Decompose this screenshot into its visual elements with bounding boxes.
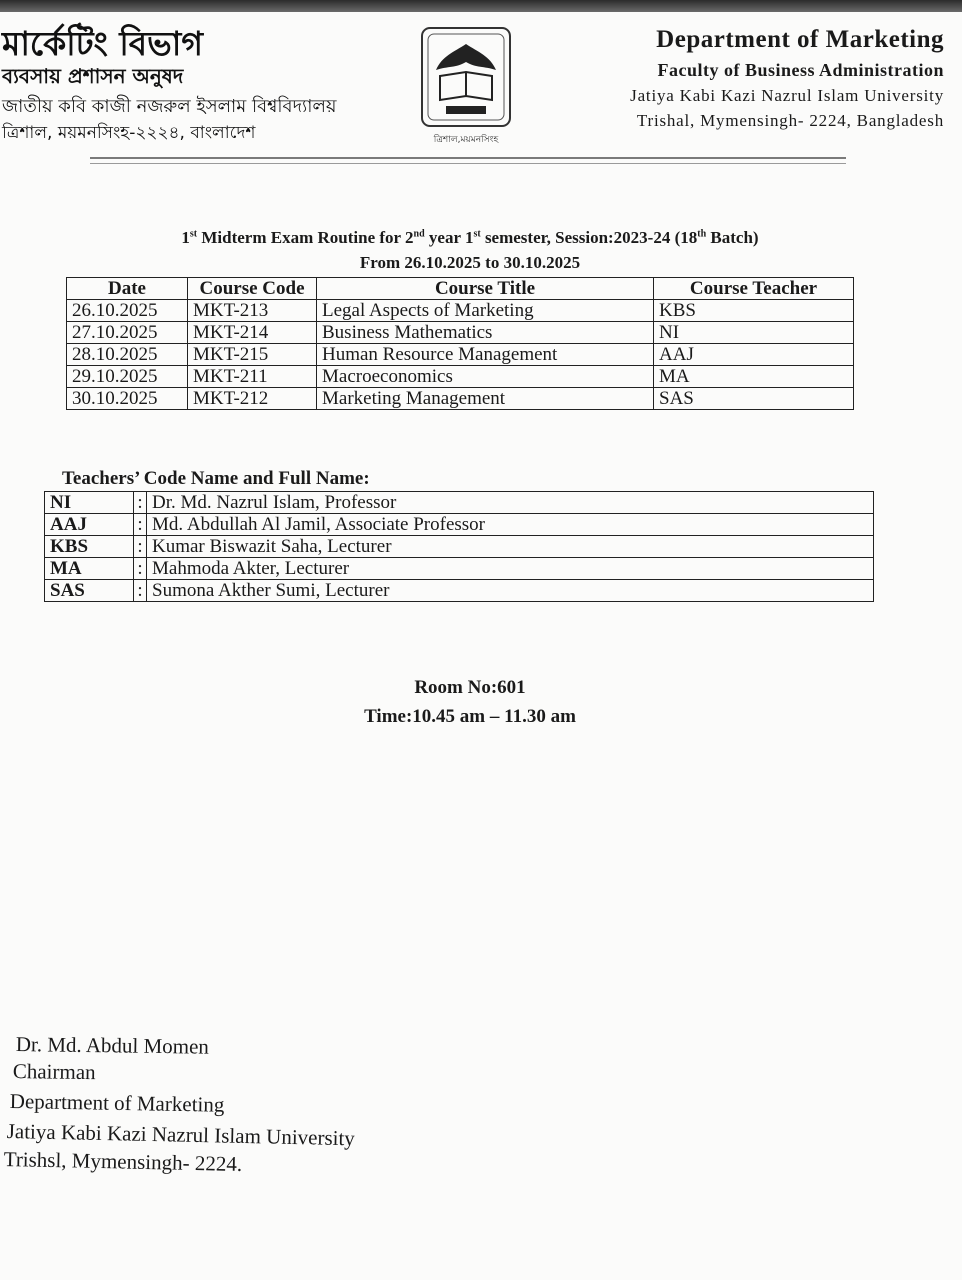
teachers-heading: Teachers’ Code Name and Full Name: (62, 468, 370, 489)
bn-faculty-name: ব্যবসায় প্রশাসন অনুষদ (2, 64, 184, 88)
separator: : (134, 580, 147, 602)
en-university-name: Jatiya Kabi Kazi Nazrul Islam University (630, 86, 944, 105)
course-teacher: KBS (654, 300, 854, 322)
column-header: Course Teacher (654, 278, 854, 300)
table-row (45, 514, 874, 536)
course-code: MKT-213 (188, 300, 317, 322)
separator: : (134, 558, 147, 580)
exam-routine-table (66, 277, 854, 410)
en-department-name: Department of Marketing (656, 26, 944, 53)
signatory-address: Trishsl, Mymensingh- 2224. (3, 1147, 243, 1176)
teacher-code: NI (45, 492, 134, 514)
course-code: MKT-215 (188, 344, 317, 366)
scan-top-shadow (0, 0, 962, 12)
teacher-code: MA (45, 558, 134, 580)
table-row (45, 536, 874, 558)
course-title: Business Mathematics (317, 322, 654, 344)
routine-title: 1st Midterm Exam Routine for 2nd year 1st semester, Session:2023-24 (18th Batch) (181, 228, 759, 247)
course-title: Human Resource Management (317, 344, 654, 366)
column-header: Course Title (317, 278, 654, 300)
course-title: Marketing Management (317, 388, 654, 410)
signatory-name: Dr. Md. Abdul Momen (15, 1032, 210, 1059)
course-code: MKT-211 (188, 366, 317, 388)
exam-time: Time:10.45 am – 11.30 am (364, 706, 576, 727)
signatory-university: Jatiya Kabi Kazi Nazrul Islam University (6, 1119, 356, 1151)
teacher-full-name: Mahmoda Akter, Lecturer (147, 558, 874, 580)
exam-date: 30.10.2025 (67, 388, 188, 410)
teacher-full-name: Sumona Akther Sumi, Lecturer (147, 580, 874, 602)
separator: : (134, 536, 147, 558)
teachers-table (44, 491, 874, 602)
course-teacher: AAJ (654, 344, 854, 366)
signatory-department: Department of Marketing (9, 1089, 225, 1117)
column-header: Date (67, 278, 188, 300)
signatory-designation: Chairman (12, 1059, 96, 1085)
routine-date-range: From 26.10.2025 to 30.10.2025 (359, 253, 581, 272)
course-teacher: MA (654, 366, 854, 388)
bn-address: ত্রিশাল, ময়মনসিংহ-২২২৪, বাংলাদেশ (2, 123, 256, 143)
exam-date: 29.10.2025 (67, 366, 188, 388)
seal-emblem-icon (404, 22, 528, 134)
en-address: Trishal, Mymensingh- 2224, Bangladesh (636, 111, 944, 130)
bn-university-name: জাতীয় কবি কাজী নজরুল ইসলাম বিশ্ববিদ্যালয় (2, 96, 337, 117)
separator: : (134, 492, 147, 514)
room-number: Room No:601 (414, 677, 526, 698)
teacher-full-name: Md. Abdullah Al Jamil, Associate Professor (147, 514, 874, 536)
course-code: MKT-212 (188, 388, 317, 410)
table-row (67, 322, 854, 344)
bn-department-name: মার্কেটিং বিভাগ (2, 24, 203, 63)
course-title: Legal Aspects of Marketing (317, 300, 654, 322)
table-row (67, 366, 854, 388)
course-teacher: NI (654, 322, 854, 344)
table-row (45, 580, 874, 602)
teacher-code: SAS (45, 580, 134, 602)
column-header: Course Code (188, 278, 317, 300)
table-row (67, 344, 854, 366)
university-seal (404, 22, 528, 148)
exam-date: 28.10.2025 (67, 344, 188, 366)
table-row (67, 388, 854, 410)
teacher-full-name: Kumar Biswazit Saha, Lecturer (147, 536, 874, 558)
table-header-row (67, 278, 854, 300)
separator: : (134, 514, 147, 536)
table-row (67, 300, 854, 322)
en-faculty-name: Faculty of Business Administration (657, 60, 944, 80)
seal-caption: ত্রিশাল,ময়মনসিংহ (433, 135, 499, 145)
exam-date: 27.10.2025 (67, 322, 188, 344)
table-row (45, 492, 874, 514)
course-title: Macroeconomics (317, 366, 654, 388)
header-divider-thin (90, 163, 846, 164)
teacher-code: KBS (45, 536, 134, 558)
exam-date: 26.10.2025 (67, 300, 188, 322)
teacher-full-name: Dr. Md. Nazrul Islam, Professor (147, 492, 874, 514)
table-row (45, 558, 874, 580)
teacher-code: AAJ (45, 514, 134, 536)
header-divider (90, 157, 846, 159)
course-code: MKT-214 (188, 322, 317, 344)
course-teacher: SAS (654, 388, 854, 410)
